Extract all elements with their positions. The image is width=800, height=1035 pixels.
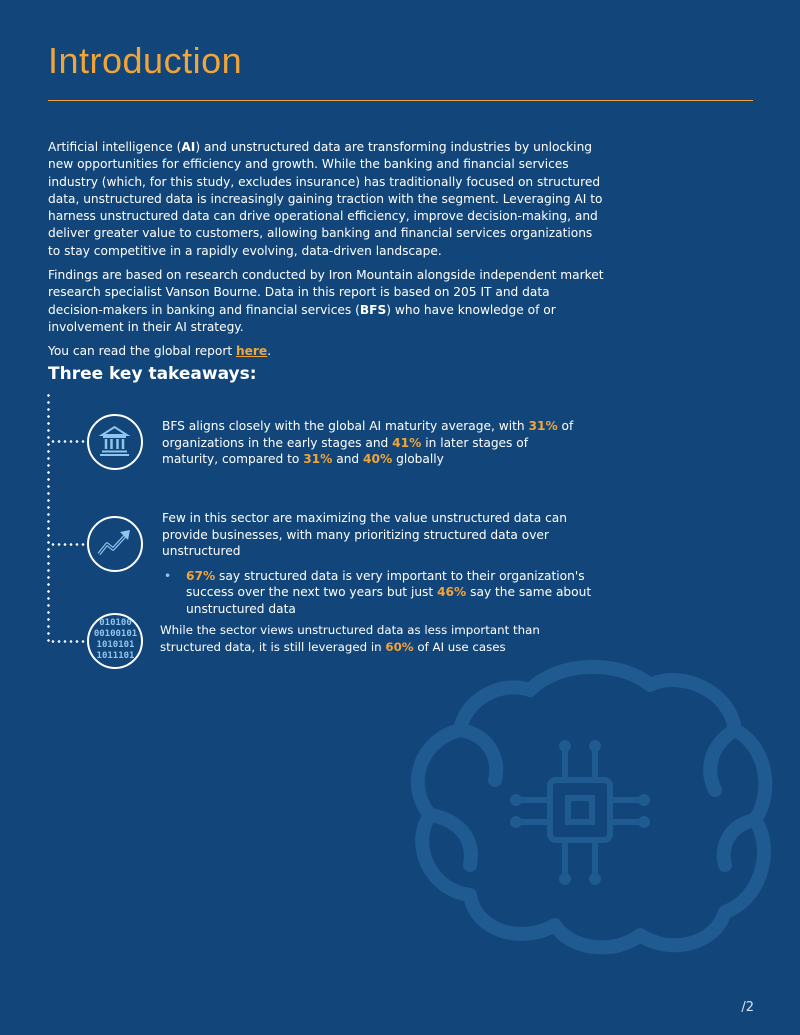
takeaway-2-bullet: • 67% say structured data is very important to their organization's success over the next two years but just 46% say the same about unstructured data xyxy=(164,568,592,616)
timeline-connector-1 xyxy=(50,440,86,443)
trending-up-icon xyxy=(87,516,143,572)
takeaway-3-text: While the sector views unstructured data as less important than structured data, it is still leveraged in 60% of AI use cases xyxy=(160,623,540,654)
takeaway-1 xyxy=(162,418,582,468)
intro-paragraph-3: You can read the global report here. xyxy=(48,344,272,359)
stat-value: 40% xyxy=(363,452,393,466)
takeaway-1-text: BFS aligns closely with the global AI maturity average, with 31% of organizations in the early stages and 41% in later stages of maturity, compared to 31% and 40% globally xyxy=(162,419,574,466)
intro-section xyxy=(48,139,608,368)
bank-icon xyxy=(87,414,143,470)
binary-code-icon xyxy=(87,613,143,669)
intro-paragraph-1: Artificial intelligence (AI) and unstructured data are transforming industries by unlocking new opportunities for efficiency and growth. While the banking and financial services industry (which, for this study, excludes insurance) has traditionally focused on structured data, unstructured data is increasingly gaining traction with the segment. Leveraging AI to harness unstructured data can drive operational efficiency, improve decision-making, and deliver greater value to customers, allowing banking and financial services organizations to stay competitive in a rapidly evolving, data-driven landscape. xyxy=(48,140,603,258)
timeline-connector-3 xyxy=(50,640,86,643)
stat-value: 31% xyxy=(528,419,558,433)
binary-digits: 010100 00100101 1010101 1011101 xyxy=(93,618,138,661)
title-divider xyxy=(48,100,753,101)
takeaway-2 xyxy=(162,510,602,617)
stat-value: 41% xyxy=(392,435,422,450)
bullet-marker: • xyxy=(164,568,172,583)
intro-paragraph-2: Findings are based on research conducted by Iron Mountain alongside independent market research specialist Vanson Bourne. Data in this report is based on 205 IT and data decision-makers in banking and financial services (BFS) who have knowledge of or involvement in their AI strategy. xyxy=(48,268,604,334)
page-title: Introduction xyxy=(48,40,243,81)
stat-value: 31% xyxy=(303,452,333,466)
takeaways-heading: Three key takeaways: xyxy=(48,364,257,384)
page-number: /2 xyxy=(741,1000,754,1015)
timeline-vertical-dots xyxy=(47,392,50,644)
takeaway-2-text: Few in this sector are maximizing the value unstructured data can provide businesses, with many prioritizing structured data over unstructured xyxy=(162,511,567,558)
brain-watermark-icon xyxy=(380,650,780,970)
stat-value: 46% xyxy=(437,585,467,599)
global-report-link[interactable]: here xyxy=(235,344,268,359)
stat-value: 67% xyxy=(186,568,216,583)
timeline-connector-2 xyxy=(50,543,86,546)
stat-value: 60% xyxy=(385,639,414,654)
